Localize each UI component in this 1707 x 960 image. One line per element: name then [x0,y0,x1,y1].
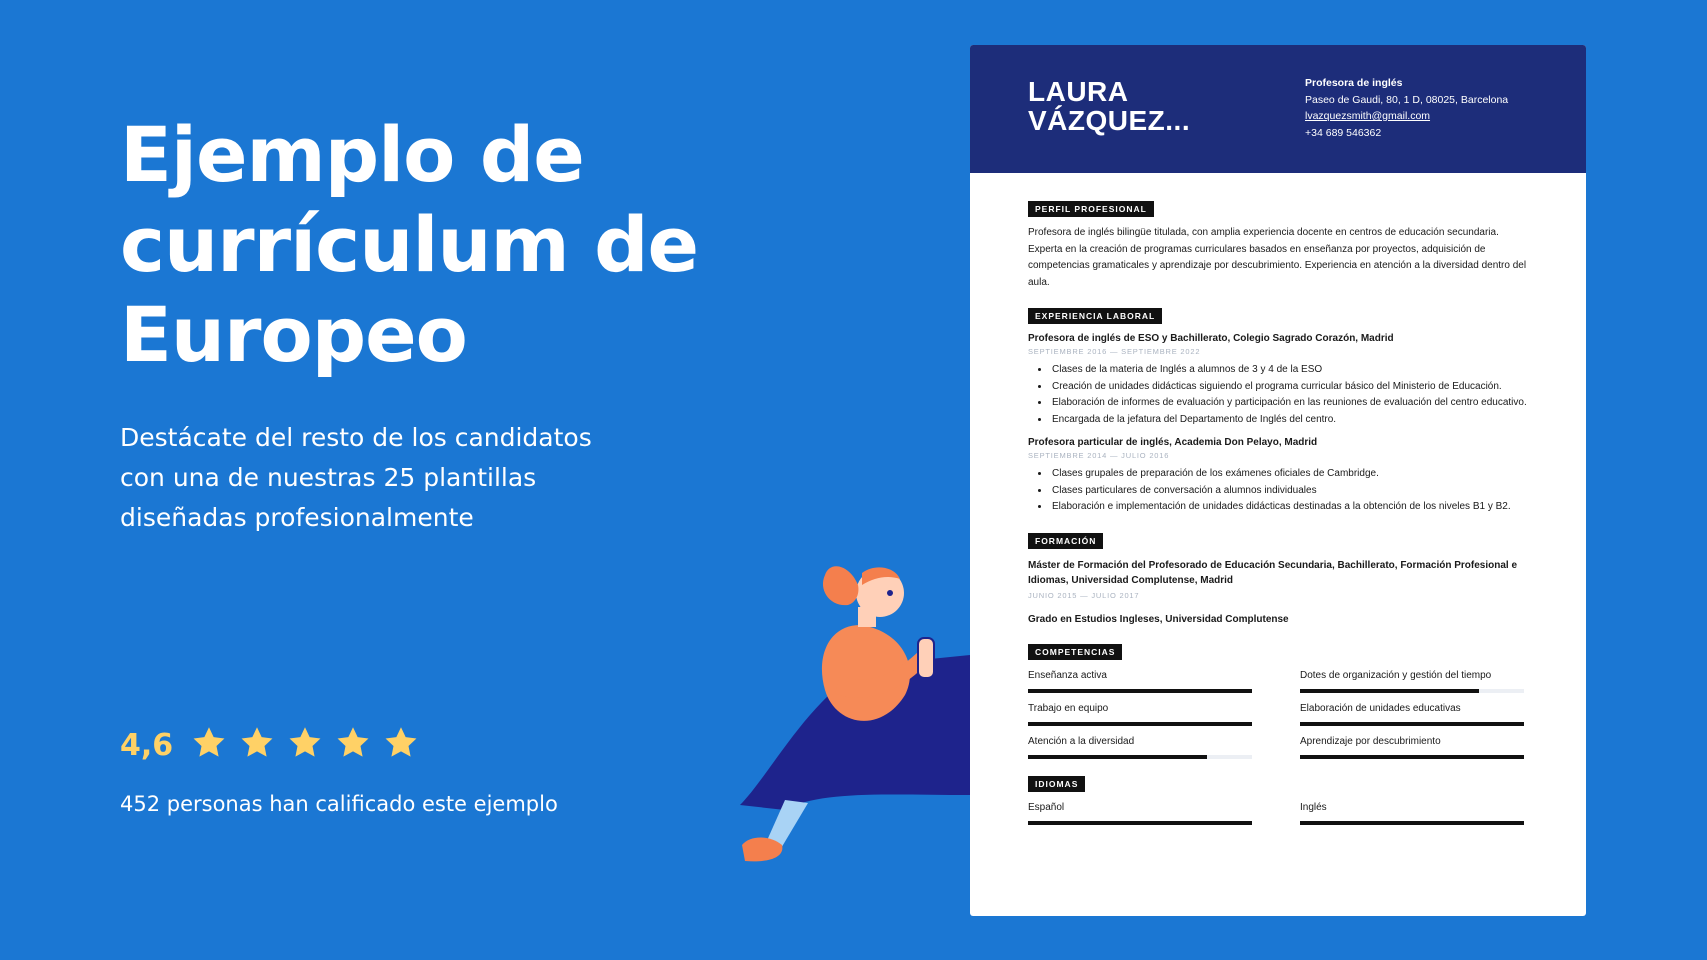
job-bullet: • Clases grupales de preparación de los exámenes oficiales de Cambridge. [1050,466,1528,483]
skill-name: Aprendizaje por descubrimiento [1300,735,1441,747]
section-heading-profile: PERFIL PROFESIONAL [1028,201,1154,217]
section-heading-skills: COMPETENCIAS [1028,644,1122,660]
skill-name: Atención a la diversidad [1028,735,1135,747]
section-heading-languages: IDIOMAS [1028,776,1085,792]
job-bullet: • Elaboración e implementación de unidades didácticas destinadas a la obtención de los niveles B1 y B2. [1050,499,1528,516]
star-icon [239,725,275,761]
skill-name: Elaboración de unidades educativas [1300,702,1461,714]
star-icon [191,725,227,761]
job-bullets [1028,466,1528,516]
skill-bar [1028,755,1252,759]
resume-phone: +34 689 546362 [1305,126,1382,139]
job-title: Profesora de inglés de ESO y Bachillerato, Colegio Sagrado Corazón, Madrid [1028,333,1394,344]
language [1028,802,1252,825]
experience-list [1028,333,1528,516]
language-bar-fill [1300,821,1524,825]
skill [1028,670,1252,693]
skill-bar-fill [1028,755,1207,759]
skill-bar-fill [1028,722,1252,726]
hero-section [120,110,760,538]
skill-bar-fill [1300,722,1524,726]
job-entry [1028,333,1528,428]
language-bar [1028,821,1252,825]
section-heading-education: FORMACIÓN [1028,533,1103,549]
rating-stars [191,725,431,766]
skill [1300,703,1524,726]
job-dates: SEPTIEMBRE 2014 — JULIO 2016 [1028,451,1170,460]
education-title: Máster de Formación del Profesorado de Educación Secundaria, Bachillerato, Formación Profesional e Idiomas, Universidad Complutense, Madrid [1028,559,1518,586]
job-bullets [1028,362,1528,428]
skill-bar [1300,689,1524,693]
skill-bar-fill [1028,689,1252,693]
skill-bar [1028,689,1252,693]
resume-preview[interactable] [970,45,1586,916]
skill-name: Trabajo en equipo [1028,702,1109,714]
page-title [120,110,760,380]
skill [1028,736,1252,759]
job-title: Profesora particular de inglés, Academia Don Pelayo, Madrid [1028,437,1318,448]
profile-text: Profesora de inglés bilingüe titulada, con amplia experiencia docente en centros de educación secundaria. Experta en la creación de programas curriculares basados en enseñanza por proyectos, adquisición de competencias gramaticales y aprendizaje por descubrimiento. Experiencia en atención a la diversidad dentro del aula. [1028,227,1527,288]
rating-count: 452 personas han calificado este ejemplo [120,792,558,816]
education-title: Grado en Estudios Ingleses, Universidad Complutense [1028,613,1289,625]
education-list [1028,558,1528,627]
star-icon [287,725,323,761]
rating-value: 4,6 [120,728,174,763]
resume-name-line-1: LAURA [1028,76,1129,107]
section-heading-experience: EXPERIENCIA LABORAL [1028,308,1162,324]
skill-name: Enseñanza activa [1028,669,1107,681]
job-bullet: • Encargada de la jefatura del Departamento de Inglés del centro. [1050,412,1528,429]
skill [1300,670,1524,693]
skill-bar-fill [1300,689,1479,693]
resume-address: Paseo de Gaudi, 80, 1 D, 08025, Barcelona [1305,93,1509,106]
job-bullet: • Clases de la materia de Inglés a alumnos de 3 y 4 de la ESO [1050,362,1528,379]
job-bullet: • Creación de unidades didácticas siguiendo el programa curricular básico del Ministerio de Educación. [1050,379,1528,396]
page-title-line-3: Europeo [120,290,467,379]
skill-bar [1300,722,1524,726]
language-name: Español [1028,801,1065,813]
skill-bar-fill [1300,755,1524,759]
job-bullet: • Clases particulares de conversación a alumnos individuales [1050,483,1528,500]
skill [1300,736,1524,759]
skills-grid [1028,670,1528,759]
language [1300,802,1524,825]
rating-block [120,725,558,816]
skill [1028,703,1252,726]
education-dates: JUNIO 2015 — JULIO 2017 [1028,590,1140,600]
job-dates: SEPTIEMBRE 2016 — SEPTIEMBRE 2022 [1028,347,1201,356]
star-icon [335,725,371,761]
resume-header [970,45,1586,173]
language-name: Inglés [1300,801,1327,813]
job-bullet: • Elaboración de informes de evaluación y participación en las reuniones de evaluación del centro educativo. [1050,395,1528,412]
languages-grid [1028,802,1528,825]
job-entry [1028,437,1528,516]
language-bar-fill [1028,821,1252,825]
page-subtitle: Destácate del resto de los candidatos con una de nuestras 25 plantillas diseñadas profesionalmente [120,423,592,532]
resume-name [1028,77,1190,135]
language-bar [1300,821,1524,825]
page-title-line-2: currículum de [120,200,699,289]
education-entry [1028,558,1528,600]
resume-contact [1305,75,1508,141]
education-entry [1028,612,1528,627]
skill-name: Dotes de organización y gestión del tiempo [1300,669,1492,681]
page-title-line-1: Ejemplo de [120,110,584,199]
skill-bar [1300,755,1524,759]
woman-illustration [730,545,1010,875]
resume-email: lvazquezsmith@gmail.com [1305,110,1431,122]
resume-role: Profesora de inglés [1305,77,1403,89]
star-icon [383,725,419,761]
skill-bar [1028,722,1252,726]
resume-name-line-2: VÁZQUEZ... [1028,105,1191,136]
